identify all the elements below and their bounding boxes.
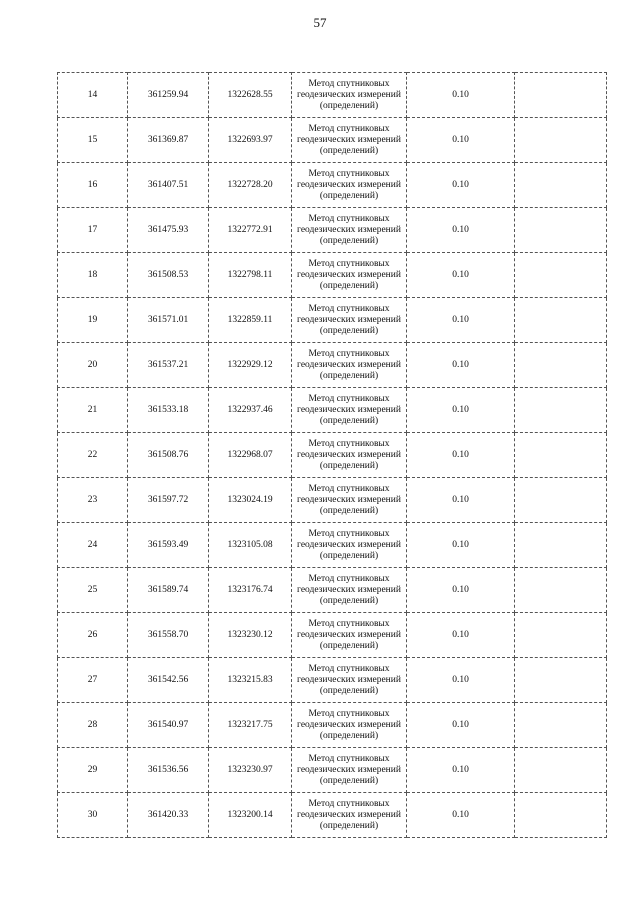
method-line: Метод спутниковых: [308, 528, 390, 539]
table-row: [58, 298, 607, 343]
table-row: [58, 793, 607, 838]
note-cell: [515, 388, 607, 433]
table-row: [58, 568, 607, 613]
method-line: Метод спутниковых: [308, 438, 390, 449]
method-line: геодезических измерений: [297, 269, 401, 280]
accuracy-cell: 0.10: [407, 523, 515, 568]
method-line: (определений): [319, 640, 379, 651]
method-cell: [292, 343, 407, 388]
table-row: [58, 748, 607, 793]
method-line: геодезических измерений: [297, 89, 401, 100]
note-cell: [515, 433, 607, 478]
method-line: (определений): [319, 280, 379, 291]
accuracy-cell: 0.10: [407, 478, 515, 523]
coordinates-table: [57, 72, 607, 838]
method-line: (определений): [319, 460, 379, 471]
method-line: Метод спутниковых: [308, 753, 390, 764]
coordinates-table-body: [58, 73, 607, 838]
accuracy-cell: 0.10: [407, 658, 515, 703]
point-number-cell: 30: [58, 793, 128, 838]
y-coordinate-cell: 1323230.97: [209, 748, 292, 793]
note-cell: [515, 163, 607, 208]
x-coordinate-cell: 361259.94: [128, 73, 209, 118]
method-line: геодезических измерений: [297, 674, 401, 685]
note-cell: [515, 208, 607, 253]
accuracy-cell: 0.10: [407, 298, 515, 343]
x-coordinate-cell: 361542.56: [128, 658, 209, 703]
method-line: геодезических измерений: [297, 134, 401, 145]
x-coordinate-cell: 361536.56: [128, 748, 209, 793]
method-line: Метод спутниковых: [308, 258, 390, 269]
x-coordinate-cell: 361533.18: [128, 388, 209, 433]
note-cell: [515, 343, 607, 388]
y-coordinate-cell: 1323230.12: [209, 613, 292, 658]
method-line: (определений): [319, 730, 379, 741]
accuracy-cell: 0.10: [407, 163, 515, 208]
accuracy-cell: 0.10: [407, 73, 515, 118]
accuracy-cell: 0.10: [407, 568, 515, 613]
note-cell: [515, 613, 607, 658]
accuracy-cell: 0.10: [407, 343, 515, 388]
method-cell: [292, 388, 407, 433]
method-cell: [292, 613, 407, 658]
point-number-cell: 17: [58, 208, 128, 253]
note-cell: [515, 748, 607, 793]
y-coordinate-cell: 1323217.75: [209, 703, 292, 748]
table-row: [58, 703, 607, 748]
y-coordinate-cell: 1323024.19: [209, 478, 292, 523]
note-cell: [515, 253, 607, 298]
note-cell: [515, 73, 607, 118]
method-line: геодезических измерений: [297, 404, 401, 415]
point-number-cell: 15: [58, 118, 128, 163]
point-number-cell: 25: [58, 568, 128, 613]
method-line: геодезических измерений: [297, 764, 401, 775]
accuracy-cell: 0.10: [407, 793, 515, 838]
x-coordinate-cell: 361407.51: [128, 163, 209, 208]
method-cell: [292, 523, 407, 568]
table-row: [58, 478, 607, 523]
point-number-cell: 19: [58, 298, 128, 343]
point-number-cell: 23: [58, 478, 128, 523]
accuracy-cell: 0.10: [407, 433, 515, 478]
method-line: геодезических измерений: [297, 449, 401, 460]
point-number-cell: 26: [58, 613, 128, 658]
method-line: Метод спутниковых: [308, 213, 390, 224]
method-line: Метод спутниковых: [308, 78, 390, 89]
accuracy-cell: 0.10: [407, 118, 515, 163]
note-cell: [515, 523, 607, 568]
method-cell: [292, 163, 407, 208]
method-cell: [292, 298, 407, 343]
method-line: Метод спутниковых: [308, 393, 390, 404]
method-line: (определений): [319, 550, 379, 561]
method-line: Метод спутниковых: [308, 483, 390, 494]
method-cell: [292, 703, 407, 748]
method-line: (определений): [319, 775, 379, 786]
method-cell: [292, 208, 407, 253]
method-line: геодезических измерений: [297, 629, 401, 640]
point-number-cell: 27: [58, 658, 128, 703]
method-cell: [292, 793, 407, 838]
method-cell: [292, 118, 407, 163]
accuracy-cell: 0.10: [407, 748, 515, 793]
method-line: геодезических измерений: [297, 719, 401, 730]
method-line: Метод спутниковых: [308, 708, 390, 719]
point-number-cell: 28: [58, 703, 128, 748]
point-number-cell: 29: [58, 748, 128, 793]
method-line: геодезических измерений: [297, 539, 401, 550]
method-line: Метод спутниковых: [308, 663, 390, 674]
x-coordinate-cell: 361508.53: [128, 253, 209, 298]
y-coordinate-cell: 1322937.46: [209, 388, 292, 433]
method-line: геодезических измерений: [297, 809, 401, 820]
method-line: (определений): [319, 145, 379, 156]
point-number-cell: 16: [58, 163, 128, 208]
method-line: геодезических измерений: [297, 494, 401, 505]
method-cell: [292, 658, 407, 703]
table-row: [58, 118, 607, 163]
note-cell: [515, 568, 607, 613]
method-line: (определений): [319, 415, 379, 426]
y-coordinate-cell: 1323215.83: [209, 658, 292, 703]
method-line: Метод спутниковых: [308, 303, 390, 314]
method-line: геодезических измерений: [297, 179, 401, 190]
method-line: (определений): [319, 325, 379, 336]
point-number-cell: 21: [58, 388, 128, 433]
note-cell: [515, 118, 607, 163]
note-cell: [515, 478, 607, 523]
accuracy-cell: 0.10: [407, 253, 515, 298]
method-cell: [292, 253, 407, 298]
table-row: [58, 433, 607, 478]
method-line: Метод спутниковых: [308, 798, 390, 809]
page-number: 57: [313, 15, 327, 30]
y-coordinate-cell: 1322628.55: [209, 73, 292, 118]
x-coordinate-cell: 361558.70: [128, 613, 209, 658]
x-coordinate-cell: 361571.01: [128, 298, 209, 343]
x-coordinate-cell: 361537.21: [128, 343, 209, 388]
method-line: Метод спутниковых: [308, 123, 390, 134]
method-cell: [292, 73, 407, 118]
method-line: Метод спутниковых: [308, 618, 390, 629]
y-coordinate-cell: 1323176.74: [209, 568, 292, 613]
table-row: [58, 343, 607, 388]
method-line: Метод спутниковых: [308, 168, 390, 179]
x-coordinate-cell: 361475.93: [128, 208, 209, 253]
method-line: (определений): [319, 505, 379, 516]
note-cell: [515, 793, 607, 838]
y-coordinate-cell: 1322968.07: [209, 433, 292, 478]
note-cell: [515, 703, 607, 748]
x-coordinate-cell: 361597.72: [128, 478, 209, 523]
x-coordinate-cell: 361420.33: [128, 793, 209, 838]
y-coordinate-cell: 1322929.12: [209, 343, 292, 388]
point-number-cell: 20: [58, 343, 128, 388]
point-number-cell: 14: [58, 73, 128, 118]
accuracy-cell: 0.10: [407, 388, 515, 433]
method-line: геодезических измерений: [297, 224, 401, 235]
method-line: Метод спутниковых: [308, 348, 390, 359]
note-cell: [515, 298, 607, 343]
y-coordinate-cell: 1323200.14: [209, 793, 292, 838]
y-coordinate-cell: 1323105.08: [209, 523, 292, 568]
table-row: [58, 163, 607, 208]
method-line: (определений): [319, 820, 379, 831]
point-number-cell: 24: [58, 523, 128, 568]
method-line: геодезических измерений: [297, 359, 401, 370]
method-line: (определений): [319, 595, 379, 606]
method-line: геодезических измерений: [297, 584, 401, 595]
table-row: [58, 253, 607, 298]
table-row: [58, 523, 607, 568]
method-cell: [292, 568, 407, 613]
table-row: [58, 208, 607, 253]
accuracy-cell: 0.10: [407, 703, 515, 748]
accuracy-cell: 0.10: [407, 208, 515, 253]
table-row: [58, 613, 607, 658]
table-row: [58, 388, 607, 433]
table-row: [58, 658, 607, 703]
y-coordinate-cell: 1322859.11: [209, 298, 292, 343]
y-coordinate-cell: 1322798.11: [209, 253, 292, 298]
x-coordinate-cell: 361540.97: [128, 703, 209, 748]
accuracy-cell: 0.10: [407, 613, 515, 658]
method-line: (определений): [319, 370, 379, 381]
method-cell: [292, 748, 407, 793]
x-coordinate-cell: 361593.49: [128, 523, 209, 568]
method-line: (определений): [319, 100, 379, 111]
y-coordinate-cell: 1322693.97: [209, 118, 292, 163]
method-cell: [292, 433, 407, 478]
y-coordinate-cell: 1322728.20: [209, 163, 292, 208]
note-cell: [515, 658, 607, 703]
x-coordinate-cell: 361508.76: [128, 433, 209, 478]
point-number-cell: 18: [58, 253, 128, 298]
method-cell: [292, 478, 407, 523]
table-row: [58, 73, 607, 118]
method-line: геодезических измерений: [297, 314, 401, 325]
x-coordinate-cell: 361589.74: [128, 568, 209, 613]
x-coordinate-cell: 361369.87: [128, 118, 209, 163]
method-line: Метод спутниковых: [308, 573, 390, 584]
y-coordinate-cell: 1322772.91: [209, 208, 292, 253]
method-line: (определений): [319, 685, 379, 696]
point-number-cell: 22: [58, 433, 128, 478]
method-line: (определений): [319, 190, 379, 201]
method-line: (определений): [319, 235, 379, 246]
